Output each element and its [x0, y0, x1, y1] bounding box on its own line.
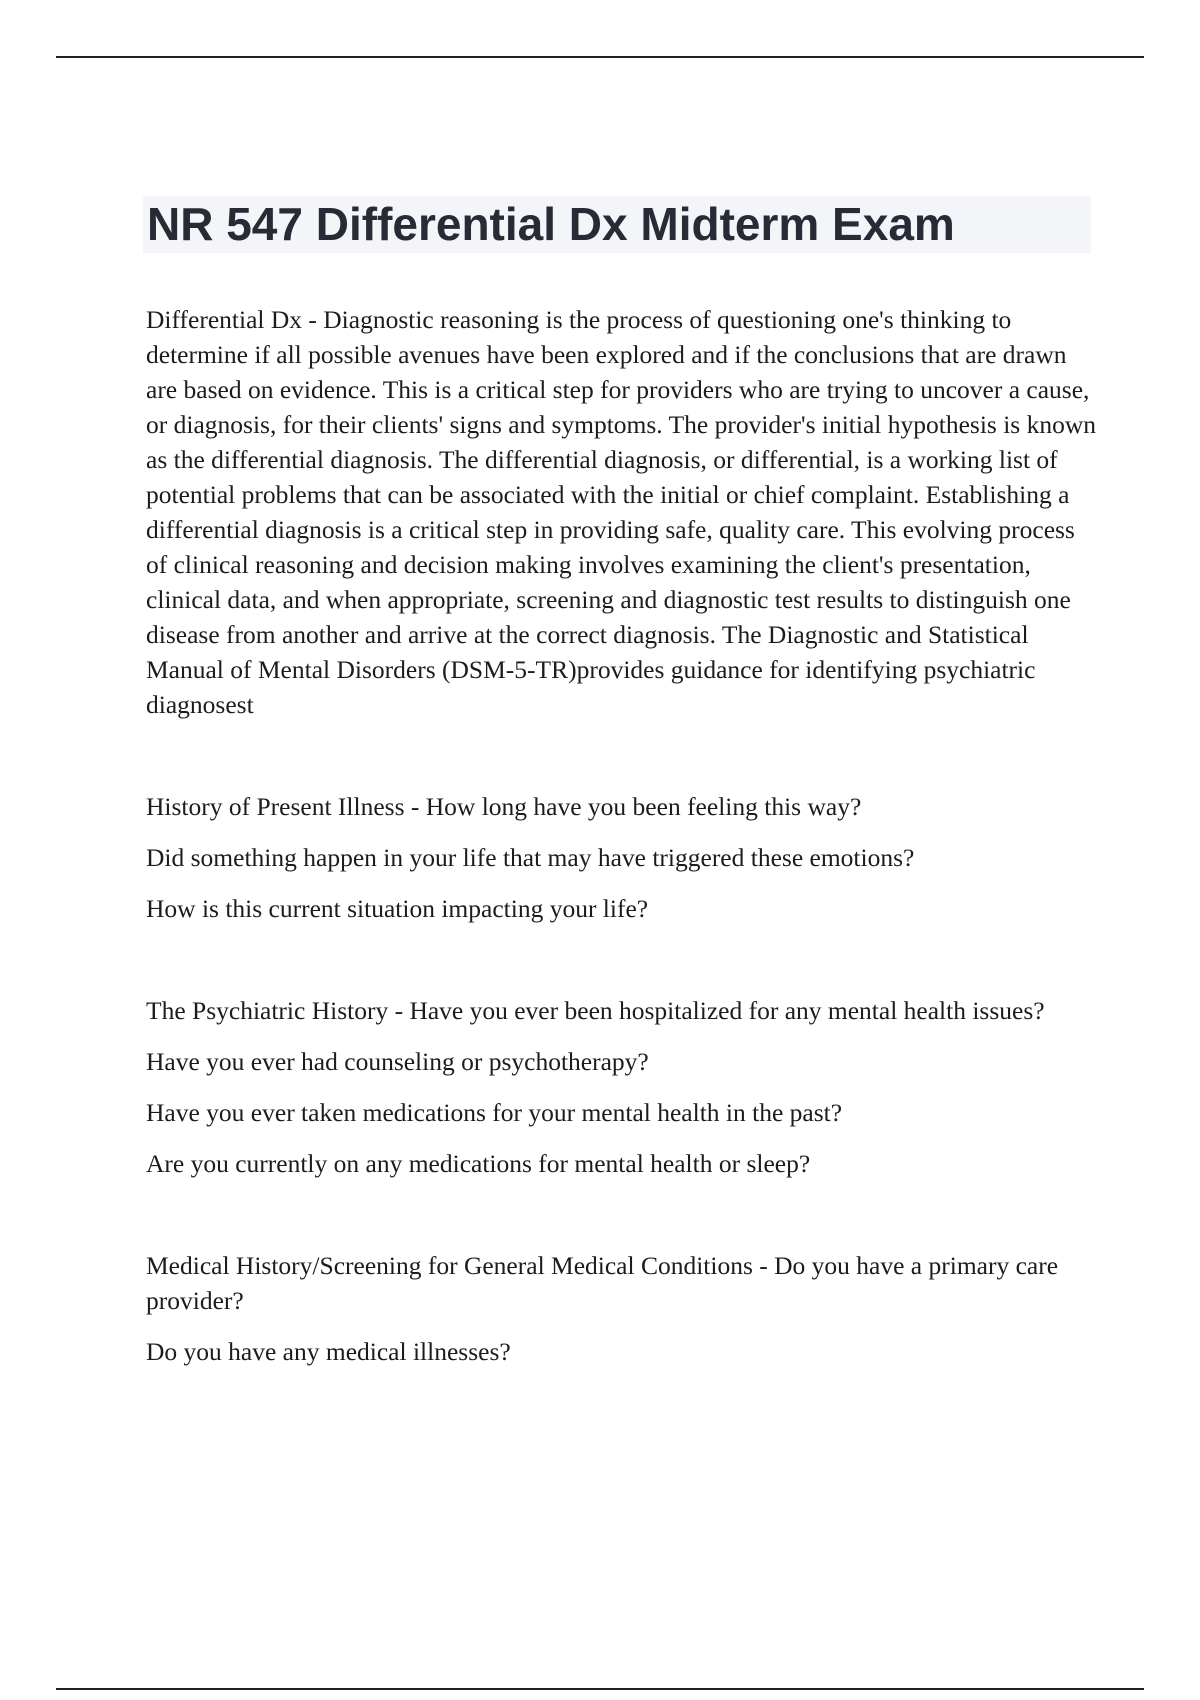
section-medical-history [146, 1248, 1098, 1369]
question-line: Are you currently on any medications for mental health or sleep? [146, 1149, 811, 1178]
top-rule [56, 56, 1144, 58]
question-line: History of Present Illness - How long have you been feeling this way? [146, 792, 862, 821]
question-line: Do you have any medical illnesses? [146, 1337, 511, 1366]
question-line: Medical History/Screening for General Medical Conditions - Do you have a primary care provider? [146, 1251, 1059, 1315]
question-line: The Psychiatric History - Have you ever been hospitalized for any mental health issues? [146, 996, 1045, 1025]
question-line: Have you ever taken medications for your mental health in the past? [146, 1098, 843, 1127]
bottom-rule [56, 1688, 1144, 1690]
section-psychiatric-history [146, 993, 1098, 1181]
section-differential-dx [146, 302, 1098, 722]
page-title: NR 547 Differential Dx Midterm Exam [147, 198, 955, 250]
paragraph-differential-dx: Differential Dx - Diagnostic reasoning is the process of questioning one's thinking to determine if all possible avenues have been explored and if the conclusions that are drawn are based on evidence. This is a critical step for providers who are trying to uncover a cause, or diagnosis, for their clients' signs and symptoms. The provider's initial hypothesis is known as the differential diagnosis. The differential diagnosis, or differential, is a working list of potential problems that can be associated with the initial or chief complaint. Establishing a differential diagnosis is a critical step in providing safe, quality care. This evolving process of clinical reasoning and decision making involves examining the client's presentation, clinical data, and when appropriate, screening and diagnostic test results to distinguish one disease from another and arrive at the correct diagnosis. The Diagnostic and Statistical Manual of Mental Disorders (DSM-5-TR)provides guidance for identifying psychiatric diagnosest [146, 305, 1097, 719]
question-line: Have you ever had counseling or psychotherapy? [146, 1047, 649, 1076]
question-line: Did something happen in your life that may have triggered these emotions? [146, 843, 915, 872]
document-body [146, 302, 1098, 1369]
question-line: How is this current situation impacting your life? [146, 894, 649, 923]
section-history-present-illness [146, 789, 1098, 926]
title-banner [143, 196, 1091, 253]
